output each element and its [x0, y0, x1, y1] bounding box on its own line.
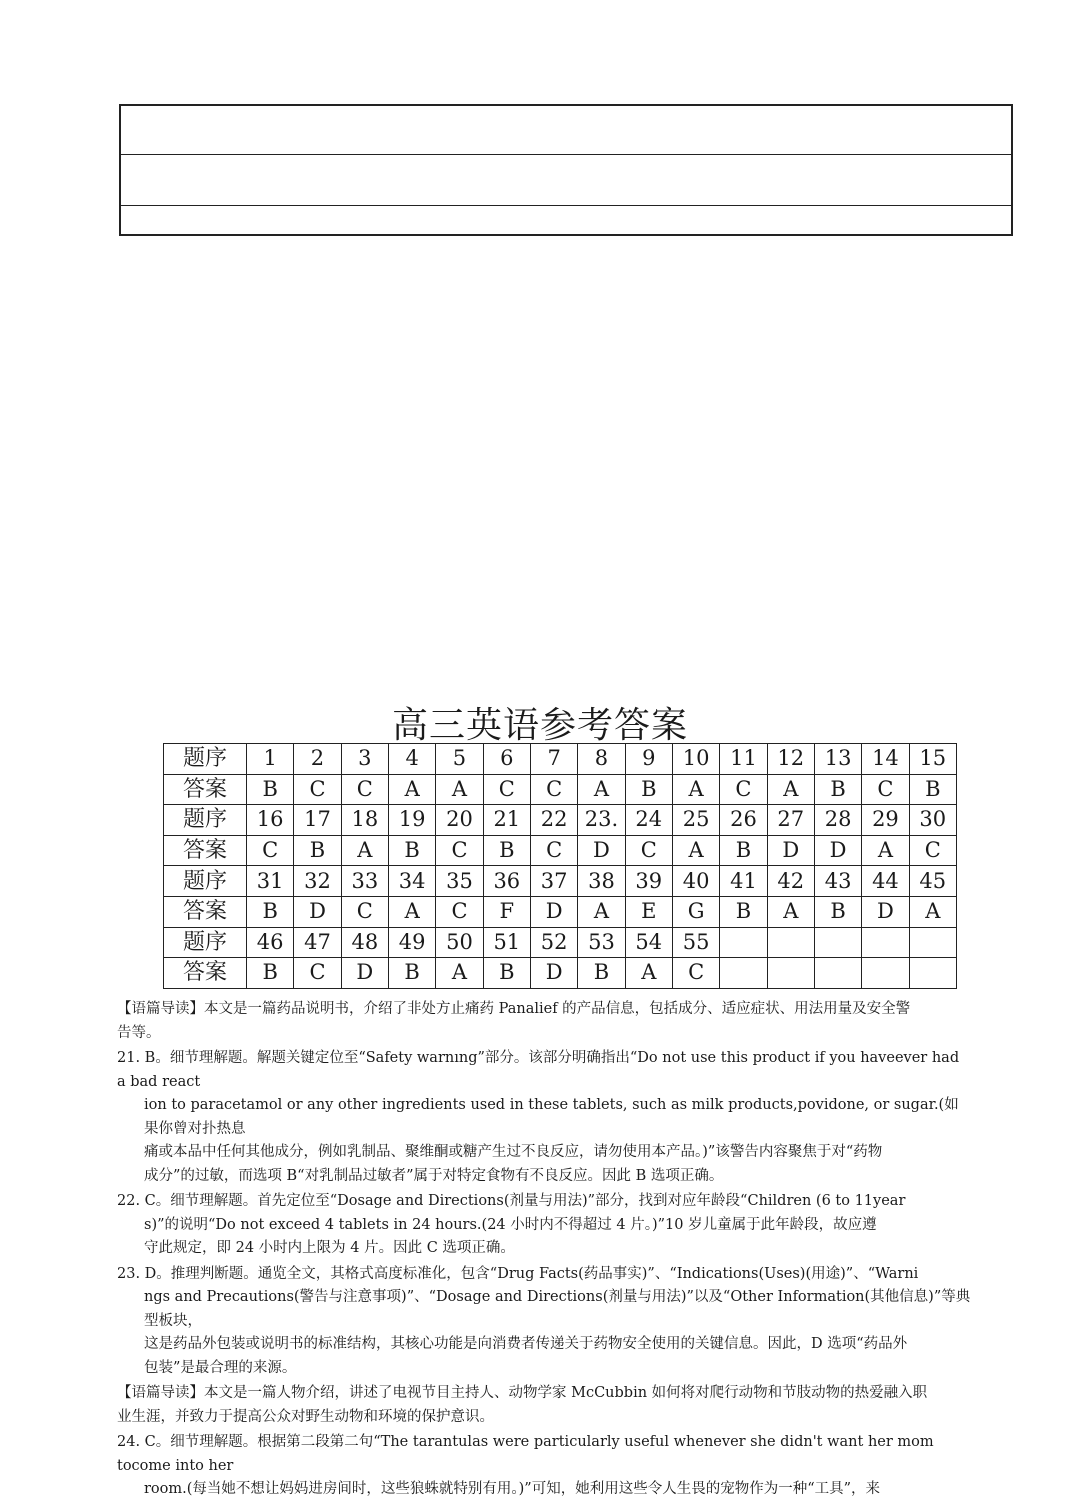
- table-cell: G: [672, 896, 719, 927]
- answer-explanation-23: 这是药品外包装或说明书的标准结构，其核心功能是向消费者传递关于药物安全使用的关键信息。因此，D 选项“药品外: [144, 1336, 908, 1352]
- table-row: [164, 744, 957, 775]
- table-cell: B: [388, 958, 435, 989]
- table-cell: 49: [388, 927, 435, 958]
- row-label: 题序: [164, 866, 247, 897]
- table-row: [164, 958, 957, 989]
- answer-explanation-21: 痛或本品中任何其他成分，例如乳制品、聚维酮或糖产生过不良反应，请勿使用本产品。)”该警告内容聚焦于对“药物: [144, 1144, 883, 1160]
- box-divider: [121, 205, 1011, 206]
- table-cell: D: [294, 896, 341, 927]
- table-cell: F: [483, 896, 530, 927]
- table-cell: 8: [578, 744, 625, 775]
- table-cell: C: [341, 896, 388, 927]
- table-cell: B: [483, 958, 530, 989]
- answer-explanation-24: 24. C。细节理解题。根据第二段第二句“The tarantulas were particularly useful whenever she didn't want her mom tocome into her: [117, 1434, 934, 1474]
- table-cell: [862, 958, 909, 989]
- table-cell: A: [436, 774, 483, 805]
- row-label: 答案: [164, 835, 247, 866]
- table-row: [164, 896, 957, 927]
- table-cell: D: [530, 958, 577, 989]
- table-cell: B: [814, 896, 861, 927]
- table-cell: D: [767, 835, 814, 866]
- row-label: 题序: [164, 744, 247, 775]
- table-cell: 14: [862, 744, 909, 775]
- table-cell: 40: [672, 866, 719, 897]
- table-cell: A: [388, 774, 435, 805]
- table-cell: C: [672, 958, 719, 989]
- table-cell: A: [625, 958, 672, 989]
- table-cell: 32: [294, 866, 341, 897]
- table-cell: 2: [294, 744, 341, 775]
- table-cell: 42: [767, 866, 814, 897]
- table-cell: [767, 958, 814, 989]
- table-cell: [814, 927, 861, 958]
- table-cell: E: [625, 896, 672, 927]
- table-cell: B: [294, 835, 341, 866]
- table-cell: A: [388, 896, 435, 927]
- empty-header-box: [119, 104, 1013, 236]
- table-cell: 9: [625, 744, 672, 775]
- table-cell: 19: [388, 805, 435, 836]
- table-cell: D: [530, 896, 577, 927]
- row-label: 题序: [164, 927, 247, 958]
- table-cell: 50: [436, 927, 483, 958]
- table-row: [164, 805, 957, 836]
- table-cell: C: [483, 774, 530, 805]
- table-cell: 25: [672, 805, 719, 836]
- table-cell: C: [436, 896, 483, 927]
- table-cell: 28: [814, 805, 861, 836]
- table-cell: 54: [625, 927, 672, 958]
- table-cell: 20: [436, 805, 483, 836]
- intro-paragraph: 告等。: [117, 1024, 161, 1041]
- table-cell: 39: [625, 866, 672, 897]
- table-cell: 15: [909, 744, 956, 775]
- table-cell: A: [767, 774, 814, 805]
- table-cell: 3: [341, 744, 388, 775]
- answer-explanation-22: s)”的说明“Do not exceed 4 tablets in 24 hours.(24 小时内不得超过 4 片。)”10 岁儿童属于此年龄段，故应遵: [144, 1216, 877, 1233]
- table-cell: 55: [672, 927, 719, 958]
- answer-explanation-21: ion to paracetamol or any other ingredients used in these tablets, such as milk products,povidone, or sugar.(如果你曾对扑热息: [144, 1097, 959, 1137]
- table-cell: 53: [578, 927, 625, 958]
- table-cell: 48: [341, 927, 388, 958]
- table-cell: C: [294, 774, 341, 805]
- table-cell: B: [625, 774, 672, 805]
- intro-paragraph: 【语篇导读】本文是一篇药品说明书，介绍了非处方止痛药 Panalief 的产品信息，包括成分、适应症状、用法用量及安全警: [117, 1001, 911, 1017]
- table-cell: [814, 958, 861, 989]
- answer-explanation-23: ngs and Precautions(警告与注意事项)”、“Dosage and Directions(剂量与用法)”以及“Other Information(其他信息)”等典型板块，: [144, 1289, 971, 1329]
- box-divider: [121, 154, 1011, 155]
- table-cell: C: [341, 774, 388, 805]
- table-cell: A: [578, 774, 625, 805]
- table-cell: B: [814, 774, 861, 805]
- answer-explanation-24: room.(每当她不想让妈妈进房间时，这些狼蛛就特别有用。)”可知，她利用这些令人生畏的宠物作为一种“工具”，来: [144, 1481, 881, 1497]
- table-cell: 26: [720, 805, 767, 836]
- table-cell: 30: [909, 805, 956, 836]
- table-cell: 24: [625, 805, 672, 836]
- table-cell: 29: [862, 805, 909, 836]
- table-cell: A: [909, 896, 956, 927]
- answer-table: [163, 743, 957, 989]
- table-cell: A: [341, 835, 388, 866]
- table-cell: D: [862, 896, 909, 927]
- table-cell: C: [530, 835, 577, 866]
- table-cell: B: [720, 835, 767, 866]
- answer-explanation-21: 成分”的过敏，而选项 B“对乳制品过敏者”属于对特定食物有不良反应。因此 B 选项正确。: [144, 1167, 724, 1184]
- table-cell: 10: [672, 744, 719, 775]
- row-label: 答案: [164, 958, 247, 989]
- table-cell: 18: [341, 805, 388, 836]
- table-cell: [720, 958, 767, 989]
- row-label: 答案: [164, 896, 247, 927]
- table-cell: 47: [294, 927, 341, 958]
- table-row: [164, 774, 957, 805]
- answer-explanation-21: 21. B。细节理解题。解题关键定位至“Safety warnıng”部分。该部分明确指出“Do not use this product if you haveever had a bad react: [117, 1050, 960, 1090]
- table-cell: 43: [814, 866, 861, 897]
- table-cell: A: [862, 835, 909, 866]
- table-cell: C: [862, 774, 909, 805]
- table-cell: [767, 927, 814, 958]
- table-cell: 34: [388, 866, 435, 897]
- table-cell: 37: [530, 866, 577, 897]
- table-cell: 27: [767, 805, 814, 836]
- table-cell: 41: [720, 866, 767, 897]
- intro-paragraph: 【语篇导读】本文是一篇人物介绍，讲述了电视节目主持人、动物学家 McCubbin 如何将对爬行动物和节肢动物的热爱融入职: [117, 1385, 928, 1401]
- table-cell: C: [436, 835, 483, 866]
- table-cell: A: [767, 896, 814, 927]
- answer-explanation-22: 22. C。细节理解题。首先定位至“Dosage and Directions(剂量与用法)”部分，找到对应年龄段“Children (6 to 11year: [117, 1193, 906, 1209]
- table-cell: C: [909, 835, 956, 866]
- answer-explanation-22: 守此规定，即 24 小时内上限为 4 片。因此 C 选项正确。: [144, 1240, 515, 1256]
- table-cell: 44: [862, 866, 909, 897]
- table-cell: B: [720, 896, 767, 927]
- table-cell: 4: [388, 744, 435, 775]
- table-cell: 12: [767, 744, 814, 775]
- table-cell: 38: [578, 866, 625, 897]
- table-cell: 23.: [578, 805, 625, 836]
- table-cell: C: [247, 835, 294, 866]
- table-cell: D: [814, 835, 861, 866]
- table-cell: 1: [247, 744, 294, 775]
- intro-paragraph: 业生涯，并致力于提高公众对野生动物和环境的保护意识。: [117, 1408, 494, 1425]
- table-cell: 13: [814, 744, 861, 775]
- table-row: [164, 835, 957, 866]
- table-cell: 21: [483, 805, 530, 836]
- table-cell: A: [436, 958, 483, 989]
- table-cell: B: [909, 774, 956, 805]
- table-cell: 45: [909, 866, 956, 897]
- table-cell: [909, 927, 956, 958]
- table-cell: A: [578, 896, 625, 927]
- table-cell: 33: [341, 866, 388, 897]
- table-cell: D: [341, 958, 388, 989]
- table-row: [164, 927, 957, 958]
- table-cell: D: [578, 835, 625, 866]
- table-cell: 46: [247, 927, 294, 958]
- row-label: 答案: [164, 774, 247, 805]
- table-cell: 51: [483, 927, 530, 958]
- answer-explanation-23: 23. D。推理判断题。通览全文，其格式高度标准化，包含“Drug Facts(药品事实)”、“Indications(Uses)(用途)”、“Warni: [117, 1265, 919, 1282]
- row-label: 题序: [164, 805, 247, 836]
- table-cell: C: [530, 774, 577, 805]
- table-cell: 16: [247, 805, 294, 836]
- table-cell: [862, 927, 909, 958]
- table-cell: A: [672, 774, 719, 805]
- table-cell: B: [578, 958, 625, 989]
- table-cell: A: [672, 835, 719, 866]
- explanations: [117, 998, 972, 1502]
- table-cell: 5: [436, 744, 483, 775]
- answer-explanation-23: 包装”是最合理的来源。: [144, 1359, 297, 1376]
- table-cell: [909, 958, 956, 989]
- table-row: [164, 866, 957, 897]
- table-cell: 6: [483, 744, 530, 775]
- table-cell: 17: [294, 805, 341, 836]
- page-title: 高三英语参考答案: [391, 705, 688, 746]
- table-cell: B: [388, 835, 435, 866]
- table-cell: B: [483, 835, 530, 866]
- table-cell: B: [247, 774, 294, 805]
- table-cell: B: [247, 958, 294, 989]
- table-cell: C: [625, 835, 672, 866]
- table-cell: 52: [530, 927, 577, 958]
- table-cell: 22: [530, 805, 577, 836]
- table-cell: B: [247, 896, 294, 927]
- table-cell: 11: [720, 744, 767, 775]
- table-cell: 35: [436, 866, 483, 897]
- table-cell: 7: [530, 744, 577, 775]
- table-cell: 36: [483, 866, 530, 897]
- table-cell: C: [720, 774, 767, 805]
- table-cell: 31: [247, 866, 294, 897]
- table-cell: [720, 927, 767, 958]
- table-cell: C: [294, 958, 341, 989]
